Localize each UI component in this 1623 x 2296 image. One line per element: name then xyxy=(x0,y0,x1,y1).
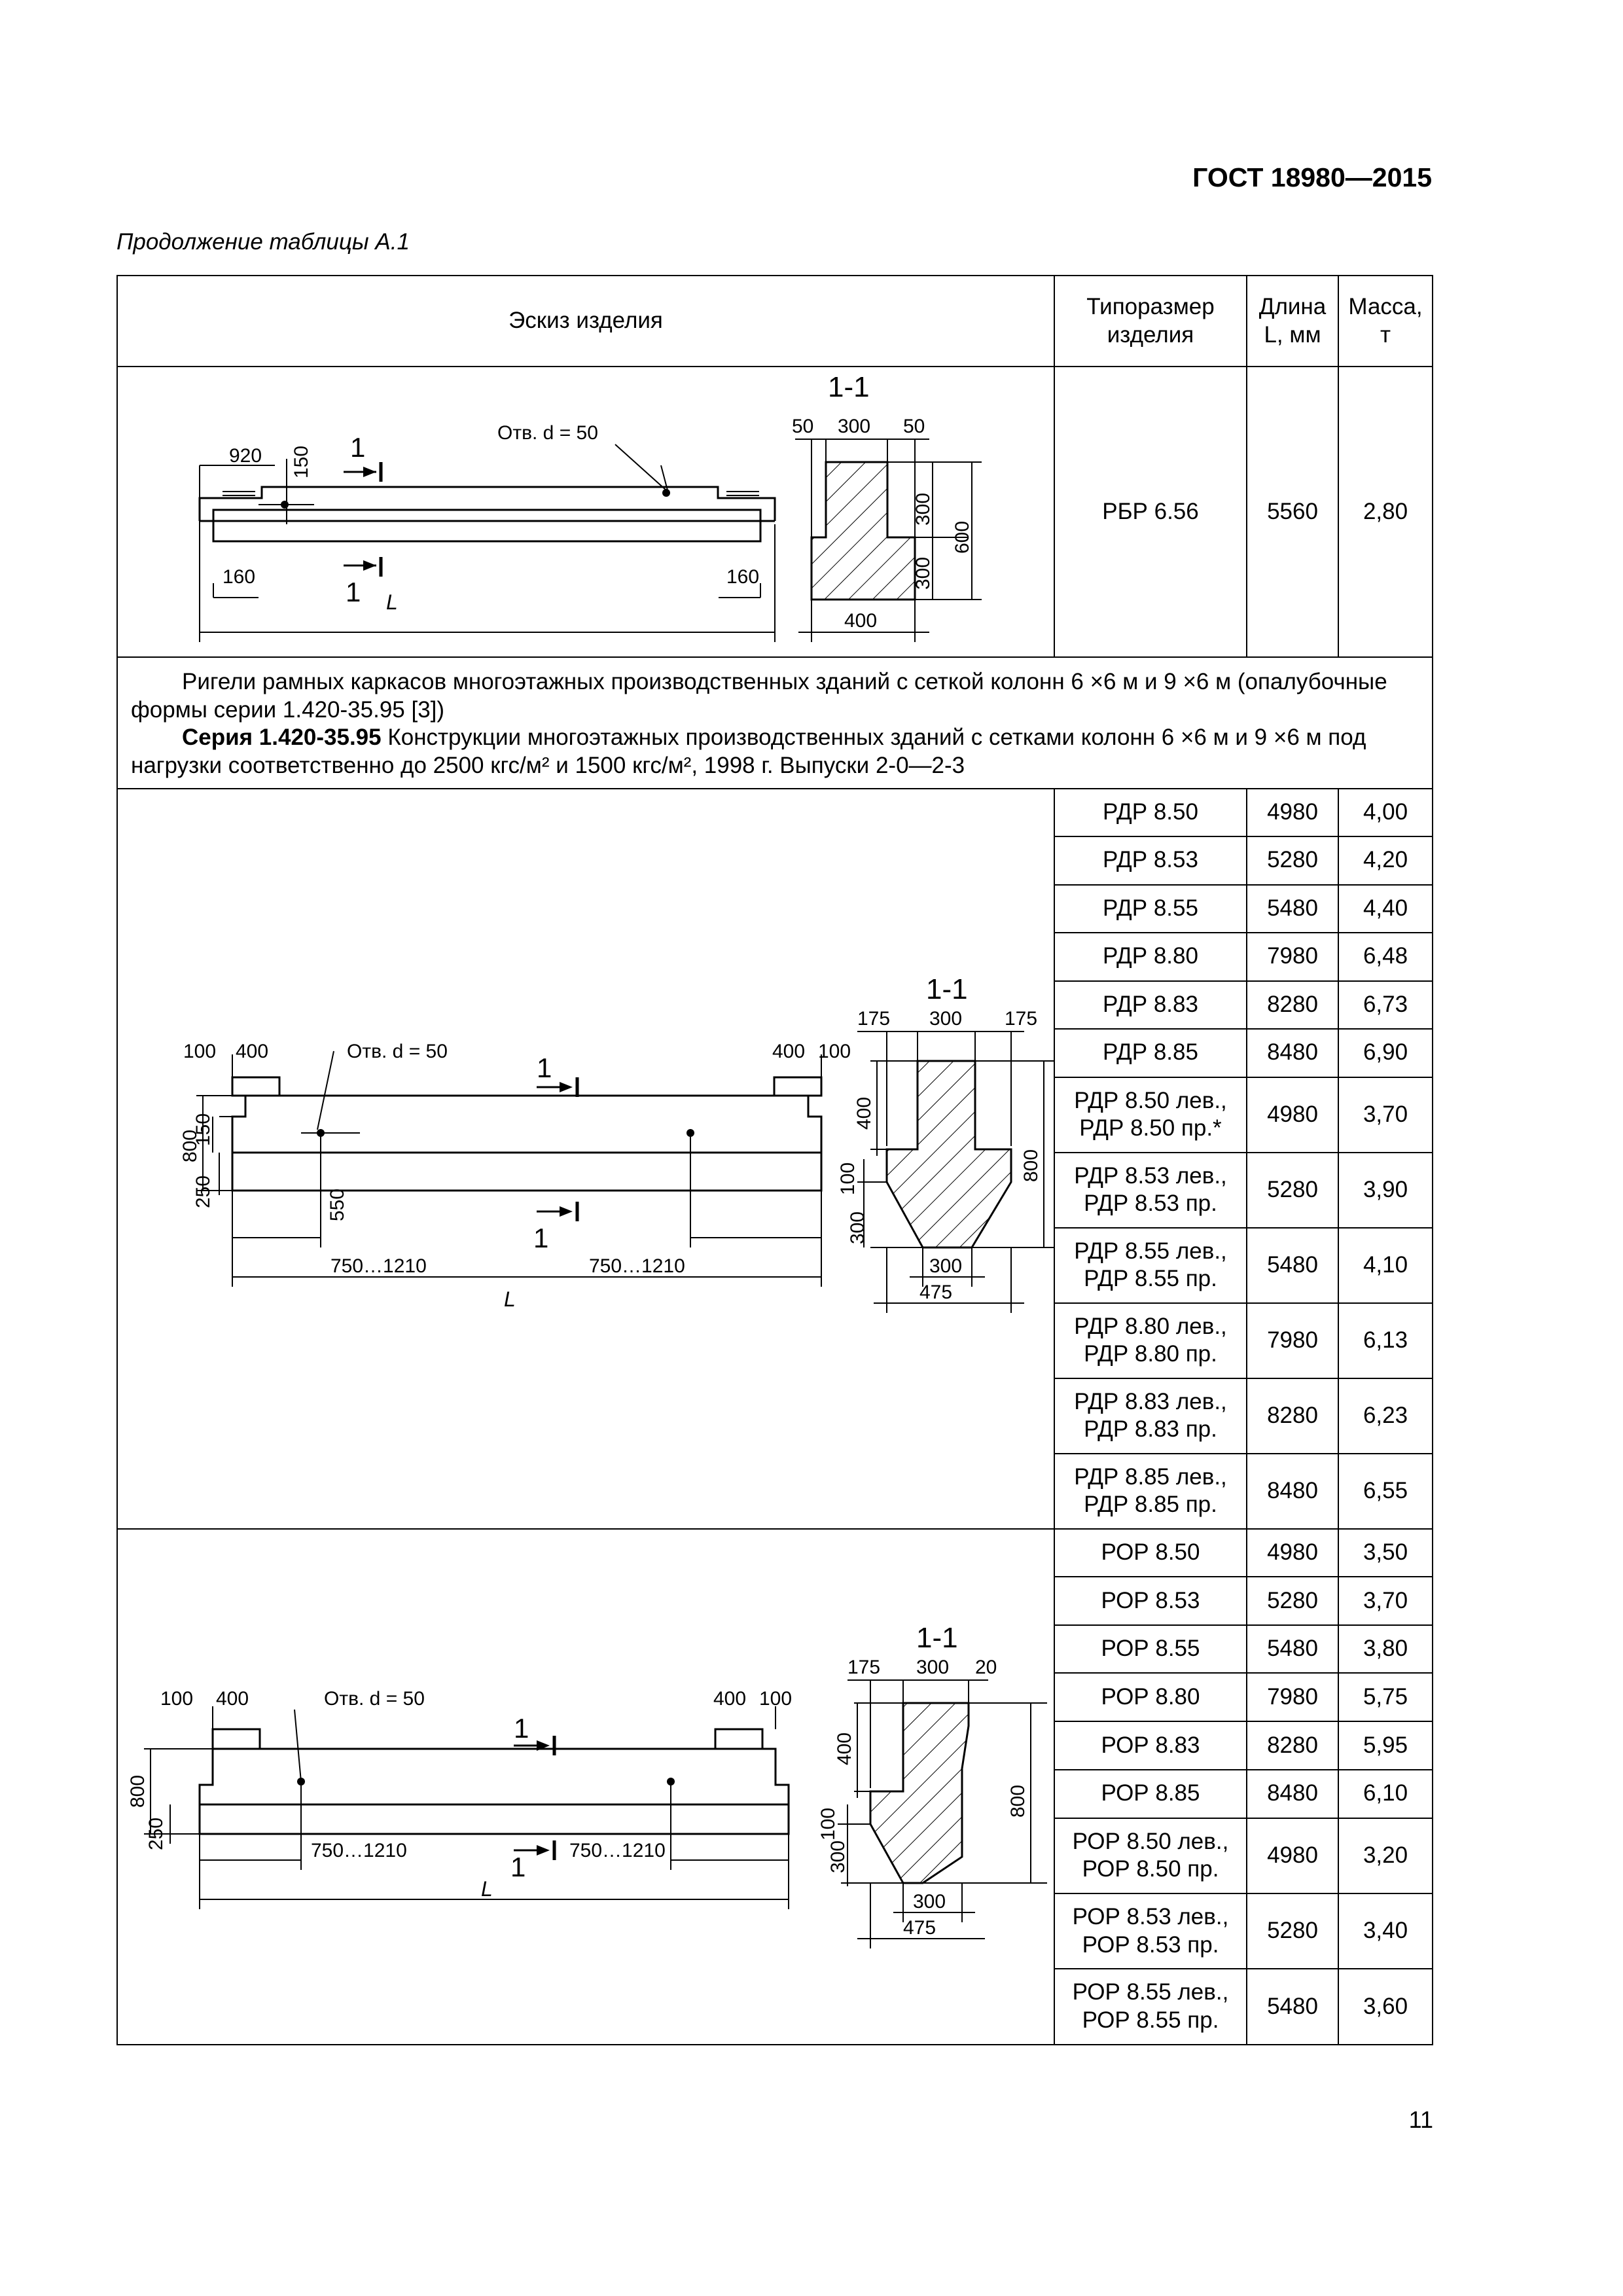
type-cell: РДР 8.50 лев., РДР 8.50 пр.* xyxy=(1054,1077,1247,1153)
type-cell: РДР 8.53 лев., РДР 8.53 пр. xyxy=(1054,1153,1247,1228)
type-cell: РДР 8.83 лев., РДР 8.83 пр. xyxy=(1054,1378,1247,1454)
dim-100: 100 xyxy=(818,1040,851,1062)
dim-400: 400 xyxy=(236,1040,269,1062)
dim-300: 300 xyxy=(847,1211,868,1244)
dim-175: 175 xyxy=(847,1656,881,1678)
dim-L: L xyxy=(386,590,398,614)
document-id: ГОСТ 18980—2015 xyxy=(1192,162,1432,192)
length-cell: 4980 xyxy=(1247,1077,1338,1153)
dim-50: 50 xyxy=(792,416,814,437)
type-cell: РОР 8.55 лев., РОР 8.55 пр. xyxy=(1054,1969,1247,2044)
dim-550: 550 xyxy=(327,1188,348,1221)
mass-cell: 6,90 xyxy=(1338,1029,1433,1077)
section-title: 1-1 xyxy=(916,1621,958,1654)
col-mass: Масса, т xyxy=(1338,276,1433,367)
length-cell: 5280 xyxy=(1247,836,1338,885)
hole-label: Отв. d = 50 xyxy=(497,422,598,444)
type-cell: РОР 8.50 xyxy=(1054,1529,1247,1577)
dim-100: 100 xyxy=(837,1162,859,1195)
dim-300: 300 xyxy=(912,492,934,526)
length-cell: 5280 xyxy=(1247,1577,1338,1625)
span-dim: 750…1210 xyxy=(311,1839,407,1861)
type-cell: РОР 8.53 xyxy=(1054,1577,1247,1625)
span-dim: 750…1210 xyxy=(589,1255,685,1277)
dim-300: 300 xyxy=(916,1656,950,1678)
col-length: Длина L, мм xyxy=(1247,276,1338,367)
type-cell: РДР 8.80 лев., РДР 8.80 пр. xyxy=(1054,1303,1247,1378)
length-cell: 5480 xyxy=(1247,1228,1338,1303)
section-mark: 1 xyxy=(510,1851,526,1882)
table-row xyxy=(117,789,1433,836)
col-type: Типоразмер изделия xyxy=(1054,276,1247,367)
length-cell: 8480 xyxy=(1247,1770,1338,1818)
length-cell: 5480 xyxy=(1247,1969,1338,2044)
dim-300: 300 xyxy=(912,556,934,590)
section-mark: 1 xyxy=(514,1712,529,1744)
dim-300: 300 xyxy=(838,416,871,437)
length-cell: 5280 xyxy=(1247,1893,1338,1969)
dim-475: 475 xyxy=(903,1916,936,1939)
type-cell: РДР 8.83 xyxy=(1054,981,1247,1029)
section-line-2: Серия 1.420-35.95 Конструкции многоэтажных производственных зданий с сетками колонн 6 ×6 м и 9 ×6 м под нагрузки соответственно до 2500 кгс/м² и 1500 кгс/м², 1998 г. Выпуски 2-0—2-3 xyxy=(131,725,1366,779)
length-cell: 8480 xyxy=(1247,1454,1338,1529)
length-cell: 7980 xyxy=(1247,933,1338,981)
mass-cell: 3,40 xyxy=(1338,1893,1433,1969)
section-mark: 1 xyxy=(350,432,366,463)
dim-400: 400 xyxy=(844,610,878,632)
type-cell: РДР 8.50 xyxy=(1054,789,1247,836)
mass-cell: 6,48 xyxy=(1338,933,1433,981)
dim-160: 160 xyxy=(223,566,256,588)
mass-cell: 6,10 xyxy=(1338,1770,1433,1818)
dim-175: 175 xyxy=(1005,1007,1038,1030)
section-mark: 1 xyxy=(346,577,361,607)
mass-cell: 3,80 xyxy=(1338,1625,1433,1673)
dim-300: 300 xyxy=(929,1255,963,1277)
dim-250: 250 xyxy=(145,1817,167,1850)
rdr-drawing xyxy=(118,789,1054,1525)
type-cell: РОР 8.80 xyxy=(1054,1673,1247,1721)
mass-cell: 3,50 xyxy=(1338,1529,1433,1577)
hole-label: Отв. d = 50 xyxy=(324,1687,425,1710)
mass-cell: 6,55 xyxy=(1338,1454,1433,1529)
col-sketch: Эскиз изделия xyxy=(117,276,1054,367)
section-description xyxy=(117,657,1433,789)
type-cell: РОР 8.50 лев., РОР 8.50 пр. xyxy=(1054,1818,1247,1893)
mass-cell: 4,00 xyxy=(1338,789,1433,836)
header-row xyxy=(117,276,1433,367)
span-dim: 750…1210 xyxy=(569,1839,666,1861)
page-number: 11 xyxy=(1408,2106,1433,2133)
dim-150: 150 xyxy=(192,1113,214,1146)
length-cell: 4980 xyxy=(1247,1529,1338,1577)
length-cell: 5280 xyxy=(1247,1153,1338,1228)
section-title: 1-1 xyxy=(926,973,968,1005)
type-cell: РДР 8.55 xyxy=(1054,885,1247,933)
dim-920: 920 xyxy=(229,445,262,467)
length-cell: 4980 xyxy=(1247,1818,1338,1893)
mass-cell: 6,13 xyxy=(1338,1303,1433,1378)
dim-400: 400 xyxy=(853,1096,875,1130)
type-cell: РОР 8.85 xyxy=(1054,1770,1247,1818)
mass-cell: 3,20 xyxy=(1338,1818,1433,1893)
section-mark: 1 xyxy=(537,1052,552,1083)
length-cell: 5480 xyxy=(1247,1625,1338,1673)
type-cell: РБР 6.56 xyxy=(1054,367,1247,657)
dim-400: 400 xyxy=(834,1732,855,1765)
sketch-rbr xyxy=(117,367,1054,657)
section-title: 1-1 xyxy=(828,371,870,403)
type-cell: РОР 8.55 xyxy=(1054,1625,1247,1673)
mass-cell: 5,75 xyxy=(1338,1673,1433,1721)
sketch-rdr xyxy=(117,789,1054,1529)
dim-400: 400 xyxy=(713,1687,747,1710)
mass-cell: 3,70 xyxy=(1338,1577,1433,1625)
dim-250: 250 xyxy=(192,1175,214,1208)
rbr-drawing xyxy=(118,367,1054,656)
type-cell: РОР 8.53 лев., РОР 8.53 пр. xyxy=(1054,1893,1247,1969)
length-cell: 5560 xyxy=(1247,367,1338,657)
length-cell: 8280 xyxy=(1247,1721,1338,1769)
dim-300: 300 xyxy=(913,1890,946,1912)
dim-L: L xyxy=(504,1287,516,1311)
mass-cell: 6,73 xyxy=(1338,981,1433,1029)
section-description-row xyxy=(117,657,1433,789)
table-row xyxy=(117,367,1433,657)
mass-cell: 4,10 xyxy=(1338,1228,1433,1303)
type-cell: РДР 8.80 xyxy=(1054,933,1247,981)
dim-300: 300 xyxy=(827,1840,849,1873)
dim-160: 160 xyxy=(726,566,760,588)
length-cell: 7980 xyxy=(1247,1303,1338,1378)
dim-L: L xyxy=(481,1876,493,1901)
dim-600: 600 xyxy=(952,520,973,554)
length-cell: 8480 xyxy=(1247,1029,1338,1077)
mass-cell: 6,23 xyxy=(1338,1378,1433,1454)
type-cell: РОР 8.83 xyxy=(1054,1721,1247,1769)
dim-300: 300 xyxy=(929,1007,963,1030)
mass-cell: 3,60 xyxy=(1338,1969,1433,2044)
sketch-ror xyxy=(117,1529,1054,2045)
section-line-1: Ригели рамных каркасов многоэтажных производственных зданий с сеткой колонн 6 ×6 м и 9 ×6 м (опалубочные формы серии 1.420-35.95 [3]) xyxy=(131,669,1387,723)
length-cell: 8280 xyxy=(1247,981,1338,1029)
dim-175: 175 xyxy=(857,1007,891,1030)
dim-800: 800 xyxy=(1020,1149,1042,1182)
product-table xyxy=(116,275,1433,2045)
dim-50: 50 xyxy=(903,416,925,437)
dim-400: 400 xyxy=(772,1040,806,1062)
dim-400: 400 xyxy=(216,1687,249,1710)
table-caption: Продолжение таблицы А.1 xyxy=(116,229,410,255)
mass-cell: 5,95 xyxy=(1338,1721,1433,1769)
dim-100: 100 xyxy=(183,1040,217,1062)
length-cell: 5480 xyxy=(1247,885,1338,933)
dim-800: 800 xyxy=(1007,1784,1029,1818)
length-cell: 4980 xyxy=(1247,789,1338,836)
mass-cell: 3,70 xyxy=(1338,1077,1433,1153)
mass-cell: 2,80 xyxy=(1338,367,1433,657)
span-dim: 750…1210 xyxy=(330,1255,427,1277)
ror-drawing xyxy=(118,1530,1054,2044)
dim-800: 800 xyxy=(179,1129,201,1162)
dim-100: 100 xyxy=(759,1687,793,1710)
hole-label: Отв. d = 50 xyxy=(347,1040,448,1062)
dim-20: 20 xyxy=(975,1656,997,1678)
length-cell: 8280 xyxy=(1247,1378,1338,1454)
mass-cell: 4,40 xyxy=(1338,885,1433,933)
dim-475: 475 xyxy=(919,1281,953,1303)
type-cell: РДР 8.53 xyxy=(1054,836,1247,885)
length-cell: 7980 xyxy=(1247,1673,1338,1721)
dim-150: 150 xyxy=(291,445,312,478)
type-cell: РДР 8.85 xyxy=(1054,1029,1247,1077)
dim-800: 800 xyxy=(127,1774,149,1808)
mass-cell: 3,90 xyxy=(1338,1153,1433,1228)
section-mark: 1 xyxy=(533,1222,549,1253)
type-cell: РДР 8.85 лев., РДР 8.85 пр. xyxy=(1054,1454,1247,1529)
dim-100: 100 xyxy=(817,1807,839,1840)
type-cell: РДР 8.55 лев., РДР 8.55 пр. xyxy=(1054,1228,1247,1303)
dim-100: 100 xyxy=(160,1687,194,1710)
mass-cell: 4,20 xyxy=(1338,836,1433,885)
table-row xyxy=(117,1529,1433,1577)
